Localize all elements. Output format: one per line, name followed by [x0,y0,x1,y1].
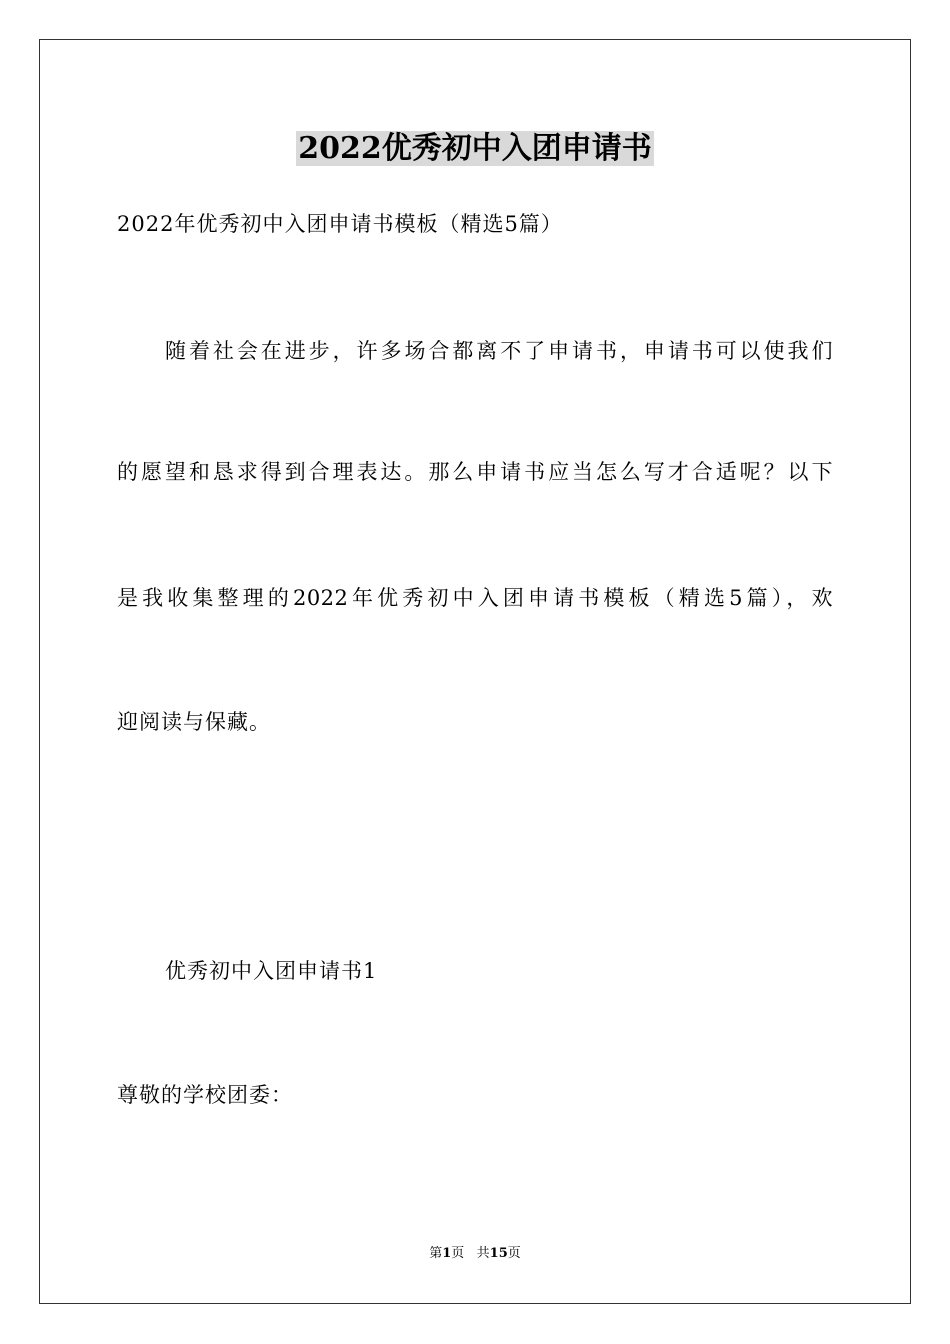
document-title [0,128,950,170]
salutation: 尊敬的学校团委： [117,1083,293,1107]
intro-line-1: 随着社会在进步，许多场合都离不了申请书，申请书可以使我们 [165,339,833,363]
document-subtitle: 2022年优秀初中入团申请书模板（精选5篇） [117,212,563,236]
footer-page-number: 1 [442,1246,452,1261]
footer-page-suffix: 页 [507,1246,521,1261]
footer-page-prefix: 第 [429,1246,443,1261]
footer-page-mid: 页 共 [451,1246,490,1261]
document-title-text: 2022优秀初中入团申请书 [298,131,652,166]
intro-line-3: 是我收集整理的2022年优秀初中入团申请书模板（精选5篇），欢 [117,586,833,610]
page-footer [0,1245,950,1263]
intro-line-2: 的愿望和恳求得到合理表达。那么申请书应当怎么写才合适呢？以下 [117,460,833,484]
intro-line-4: 迎阅读与保藏。 [117,710,271,734]
footer-total-pages: 15 [489,1246,508,1261]
section-heading: 优秀初中入团申请书1 [165,959,378,983]
